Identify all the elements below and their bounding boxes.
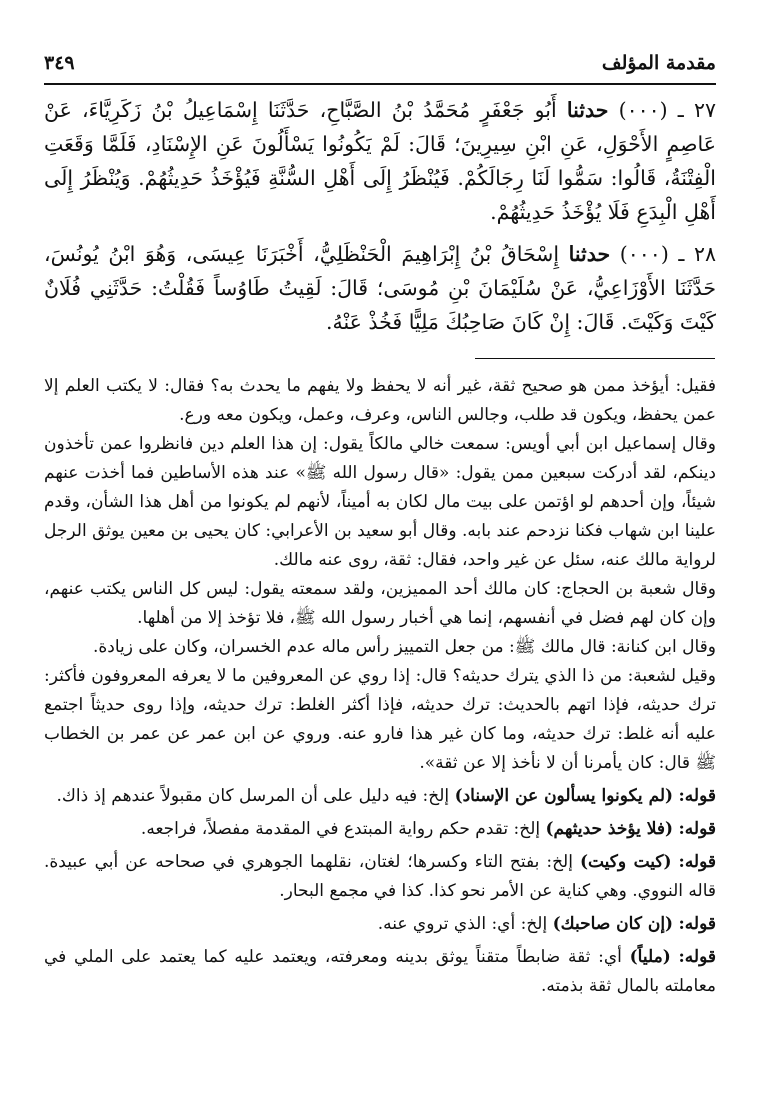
hadith-number: ٢٨ ـ (٠٠٠): [619, 242, 716, 266]
note-item: [44, 943, 716, 1001]
hadith-28: [44, 237, 716, 339]
page-header: [44, 52, 716, 82]
hadith-27: [44, 93, 716, 229]
note-item: [44, 848, 716, 906]
note-item: [44, 782, 716, 811]
note-term: (إن كان صاحبك): [552, 914, 674, 934]
footnote-divider: [475, 358, 715, 359]
running-title: مقدمة المؤلف: [601, 52, 716, 74]
commentary-block: [44, 372, 716, 1001]
commentary-paragraph: فقيل: أيؤخذ ممن هو صحيح ثقة، غير أنه لا يحفظ ولا يفهم ما يحدث به؟ فقال: لا يكتب العلم إلا عمن يحفظ، ويكون قد طلب، وجالس الناس، وعرف، وعمل، ويكون معه ورع.: [44, 376, 716, 425]
note-label: قوله:: [678, 852, 717, 872]
note-label: قوله:: [678, 914, 716, 934]
hadith-lead: حدثنا: [568, 242, 611, 266]
note-term: (لم يكونوا يسألون عن الإسناد): [454, 786, 674, 806]
note-label: قوله:: [678, 819, 716, 839]
commentary-paragraph: وقال ابن كنانة: قال مالك ﷺ: من جعل التمييز رأس ماله عدم الخسران، وكان على زيادة.: [92, 637, 716, 657]
note-term: (ملياً): [629, 947, 671, 967]
hadith-number: ٢٧ ـ (٠٠٠): [618, 98, 716, 122]
commentary-paragraph: وقال شعبة بن الحجاج: كان مالك أحد المميزين، ولقد سمعته يقول: ليس كل الناس يكتب عنهم، وإن كان لهم فضل في أنفسهم، إنما هي أخبار رسول الله ﷺ، فلا تؤخذ إلا من أهلها.: [44, 579, 716, 628]
note-text: إلخ: أي: الذي تروي عنه.: [377, 914, 548, 934]
commentary-paragraph: وقال إسماعيل ابن أبي أويس: سمعت خالي مالكاً يقول: إن هذا العلم دين فانظروا عمن تأخذون دينكم، لقد أدركت سبعين ممن يقول: «قال رسول الله ﷺ» عند هذه الأساطين فما أخذت عنهم شيئاً، وإن أحدهم لو اؤتمن على بيت مال لكان به أميناً، لأنهم لم يكونوا من أهل هذا الشأن، وقدم علينا ابن شهاب فكنا نزدحم عند بابه. وقال أبو سعيد بن الأعرابي: كان يحيى بن معين يوثق الرجل لرواية مالك عنه، سئل عن غير واحد، فقال: ثقة، روى عنه مالك.: [44, 434, 716, 570]
header-rule: [44, 83, 716, 85]
hadith-text: أَبُو جَعْفَرٍ مُحَمَّدُ بْنُ الصَّبَّاحِ، حَدَّثَنَا إِسْمَاعِيلُ بْنُ زَكَرِيَّاءَ، عَنْ عَاصِمٍ الأَحْوَلِ، عَنِ ابْنِ سِيرِينَ؛ قَالَ: لَمْ يَكُونُوا يَسْأَلُونَ عَنِ الإِسْنَادِ، فَلَمَّا وَقَعَتِ الْفِتْنَةُ، قَالُوا: سَمُّوا لَنَا رِجَالَكُمْ. فَيُنْظَرُ إِلَى أَهْلِ السُّنَّةِ فَيُؤْخَذُ حَدِيثُهُمْ. وَيُنْظَرُ إِلَى أَهْلِ الْبِدَعِ فَلَا يُؤْخَذُ حَدِيثُهُمْ.: [44, 98, 716, 224]
note-label: قوله:: [678, 786, 716, 806]
note-item: [44, 910, 716, 939]
note-term: (كيت وكيت): [579, 852, 672, 872]
note-text: إلخ: فيه دليل على أن المرسل كان مقبولاً عندهم إذ ذاك.: [56, 786, 450, 806]
note-text: إلخ: بفتح التاء وكسرها؛ لغتان، نقلهما الجوهري في صحاحه عن أبي عبيدة. قاله النووي. وهي كناية عن الأمر نحو كذا. كذا في مجمع البحار.: [44, 852, 716, 901]
hadith-block: [44, 93, 716, 347]
note-label: قوله:: [678, 947, 716, 967]
note-item: [44, 815, 716, 844]
hadith-lead: حدثنا: [566, 98, 609, 122]
note-text: أي: ثقة ضابطاً متقناً يوثق بدينه ومعرفته، ويعتمد عليه كما يعتمد على الملي في معاملته بالمال ثقة بذمته.: [44, 947, 716, 996]
hadith-text: إِسْحَاقُ بْنُ إِبْرَاهِيمَ الْحَنْظَلِيُّ، أَخْبَرَنَا عِيسَى، وَهُوَ ابْنُ يُونُسَ، حَدَّثَنَا الأَوْزَاعِيُّ، عَنْ سُلَيْمَانَ بْنِ مُوسَى؛ قَالَ: لَقِيتُ طَاوُساً فَقُلْتُ: حَدَّثَنِي فُلَانٌ كَيْتَ وَكَيْتَ. قَالَ: إِنْ كَانَ صَاحِبُكَ مَلِيًّا فَخُذْ عَنْهُ.: [44, 242, 716, 334]
note-text: إلخ: تقدم حكم رواية المبتدع في المقدمة مفصلاً، فراجعه.: [140, 819, 541, 839]
page-number: ٣٤٩: [44, 52, 75, 74]
note-term: (فلا يؤخذ حديثهم): [545, 819, 674, 839]
commentary-paragraph: وقيل لشعبة: من ذا الذي يترك حديثه؟ قال: إذا روي عن المعروفين ما لا يعرفه المعروفون فأكثر: ترك حديثه، فإذا اتهم بالحديث: ترك حديثه، فإذا أكثر الغلط: ترك حديثه، وإذا روى حديثاً اجتمع عليه أنه غلط: ترك حديثه، وما كان غير هذا فارو عنه. وروي عن ابن عمر عن عمر بن الخطاب ﷺ قال: كان يأمرنا أن لا نأخذ إلا عن ثقة».: [44, 666, 716, 773]
